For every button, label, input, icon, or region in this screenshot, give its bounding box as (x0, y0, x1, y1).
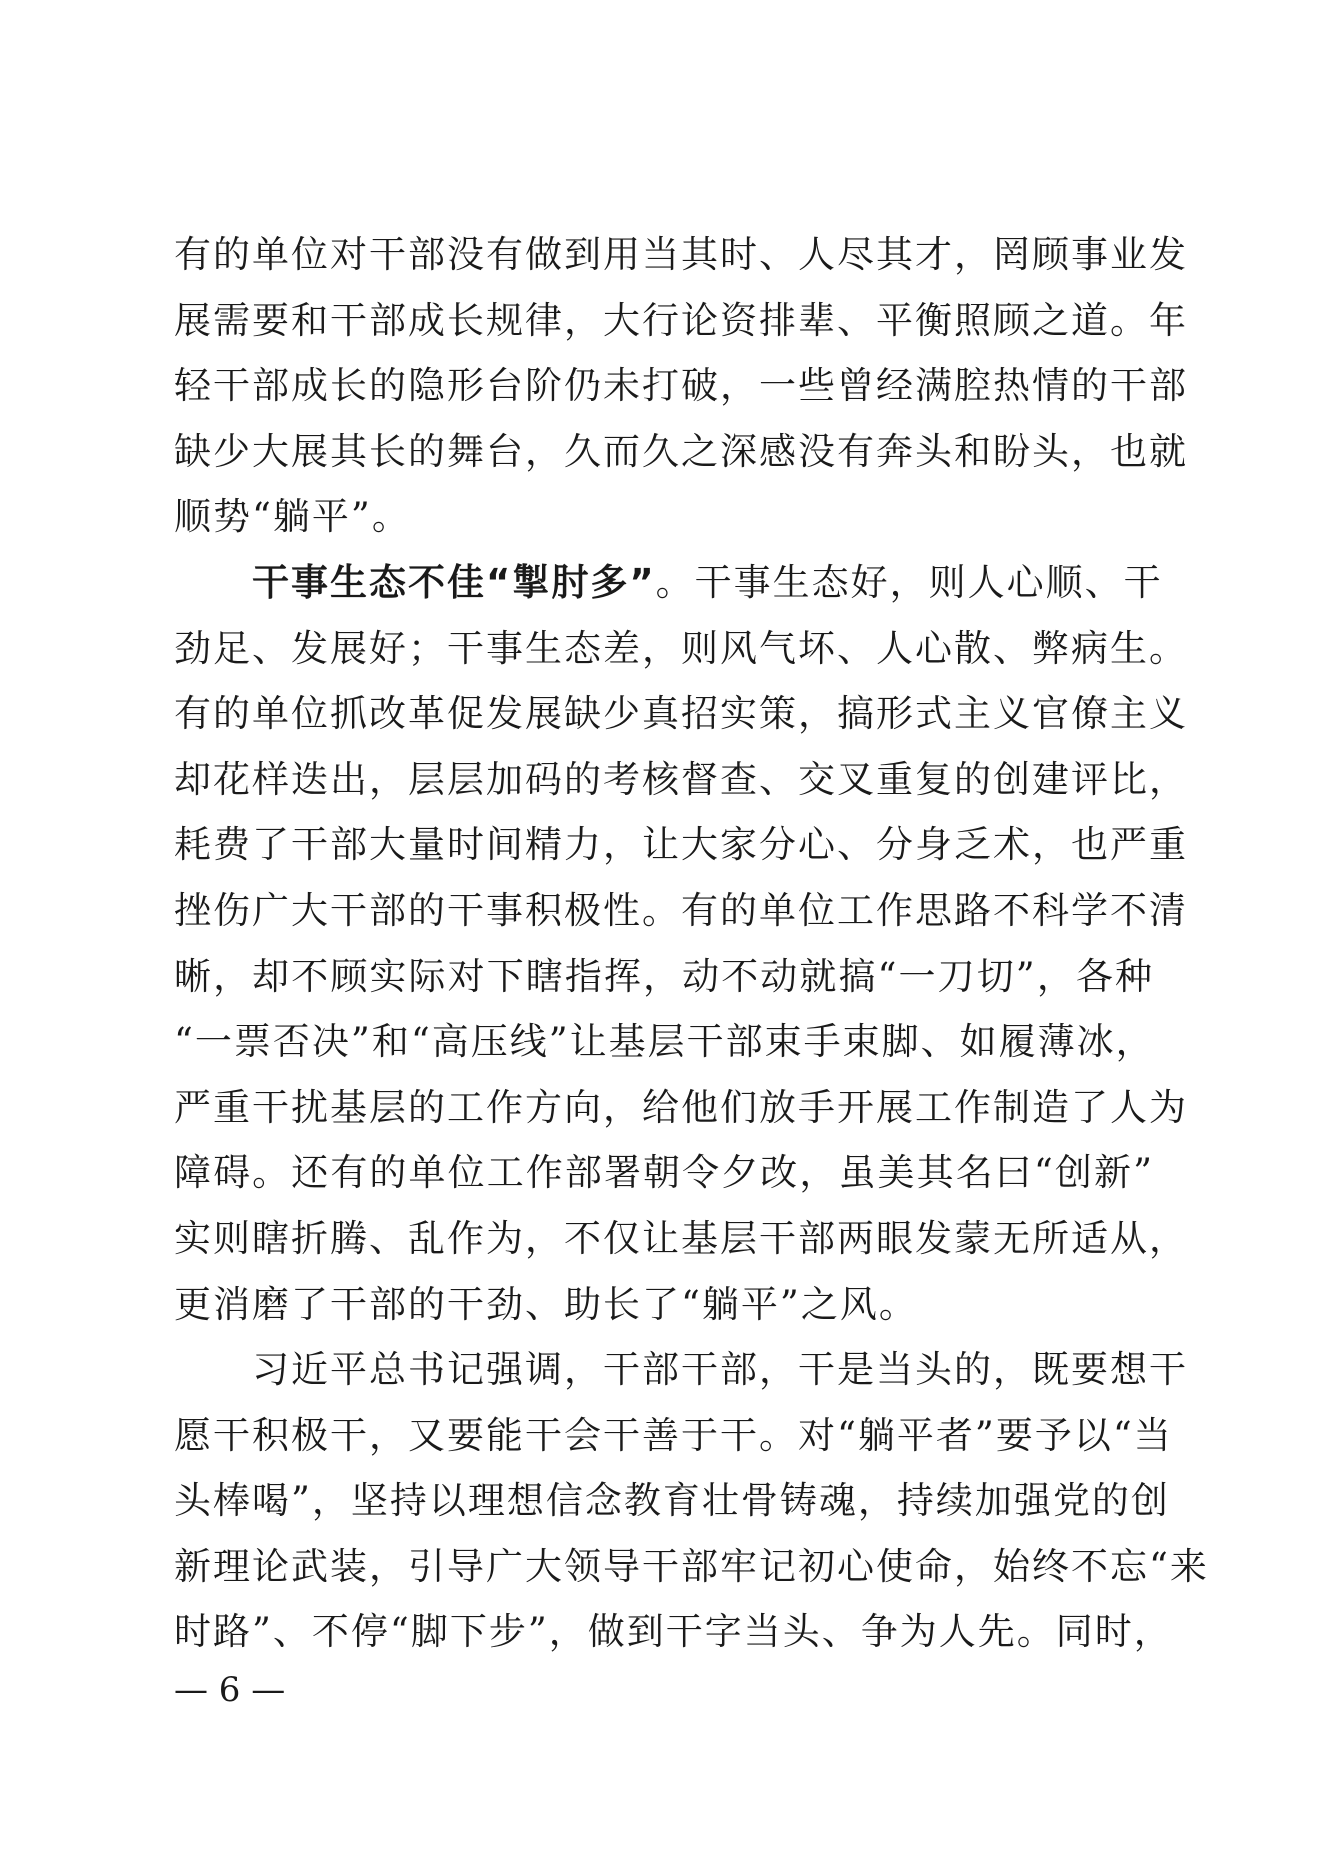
text-line: 却花样迭出，层层加码的考核督查、交叉重复的创建评比， (174, 757, 1188, 801)
text-line: 时路”、不停“脚下步”，做到干字当头、争为人先。同时， (174, 1610, 1173, 1654)
text-line: 顺势“躺平”。 (174, 495, 411, 539)
paragraph-first-line: 习近平总书记强调，干部干部，干是当头的，既要想干 (252, 1348, 1188, 1392)
text-line: “一票否决”和“高压线”让基层干部束手束脚、如履薄冰， (174, 1020, 1155, 1064)
text-line: 实则瞎折腾、乱作为，不仅让基层干部两眼发蒙无所适从， (174, 1216, 1188, 1260)
text-line: 挫伤广大干部的干事积极性。有的单位工作思路不科学不清 (174, 888, 1188, 932)
page-number: — 6 — (174, 1670, 286, 1710)
text-line: 耗费了干部大量时间精力，让大家分心、分身乏术，也严重 (174, 823, 1188, 867)
text-line: 障碍。还有的单位工作部署朝令夕改，虽美其名曰“创新” (174, 1151, 1154, 1195)
text-line: 有的单位对干部没有做到用当其时、人尽其才，罔顾事业发 (174, 233, 1188, 276)
paragraph-first-line (174, 550, 1163, 616)
text-line: 新理论武装，引导广大领导干部牢记初心使命，始终不忘“来 (174, 1544, 1209, 1588)
text-line: 严重干扰基层的工作方向，给他们放手开展工作制造了人为 (174, 1085, 1188, 1129)
text-line: 缺少大展其长的舞台，久而久之深感没有奔头和盼头，也就 (174, 429, 1188, 473)
text-line: 愿干积极干，又要能干会干善于干。对“躺平者”要予以“当 (174, 1413, 1173, 1457)
section-heading: 干事生态不佳“掣肘多” (252, 560, 656, 604)
text-line: 展需要和干部成长规律，大行论资排辈、平衡照顾之道。年 (174, 298, 1188, 342)
text-line: 轻干部成长的隐形台阶仍未打破，一些曾经满腔热情的干部 (174, 364, 1188, 408)
text-span: 。干事生态好，则人心顺、干 (655, 560, 1163, 604)
text-line: 有的单位抓改革促发展缺少真招实策，搞形式主义官僚主义 (174, 692, 1188, 736)
text-line: 更消磨了干部的干劲、助长了“躺平”之风。 (174, 1282, 918, 1326)
text-line: 劲足、发展好；干事生态差，则风气坏、人心散、弊病生。 (174, 626, 1188, 670)
body-text (174, 222, 1209, 1665)
text-line: 晰，却不顾实际对下瞎指挥，动不动就搞“一刀切”，各种 (174, 954, 1154, 998)
text-line: 头棒喝”，坚持以理想信念教育壮骨铸魂，持续加强党的创 (174, 1479, 1170, 1523)
